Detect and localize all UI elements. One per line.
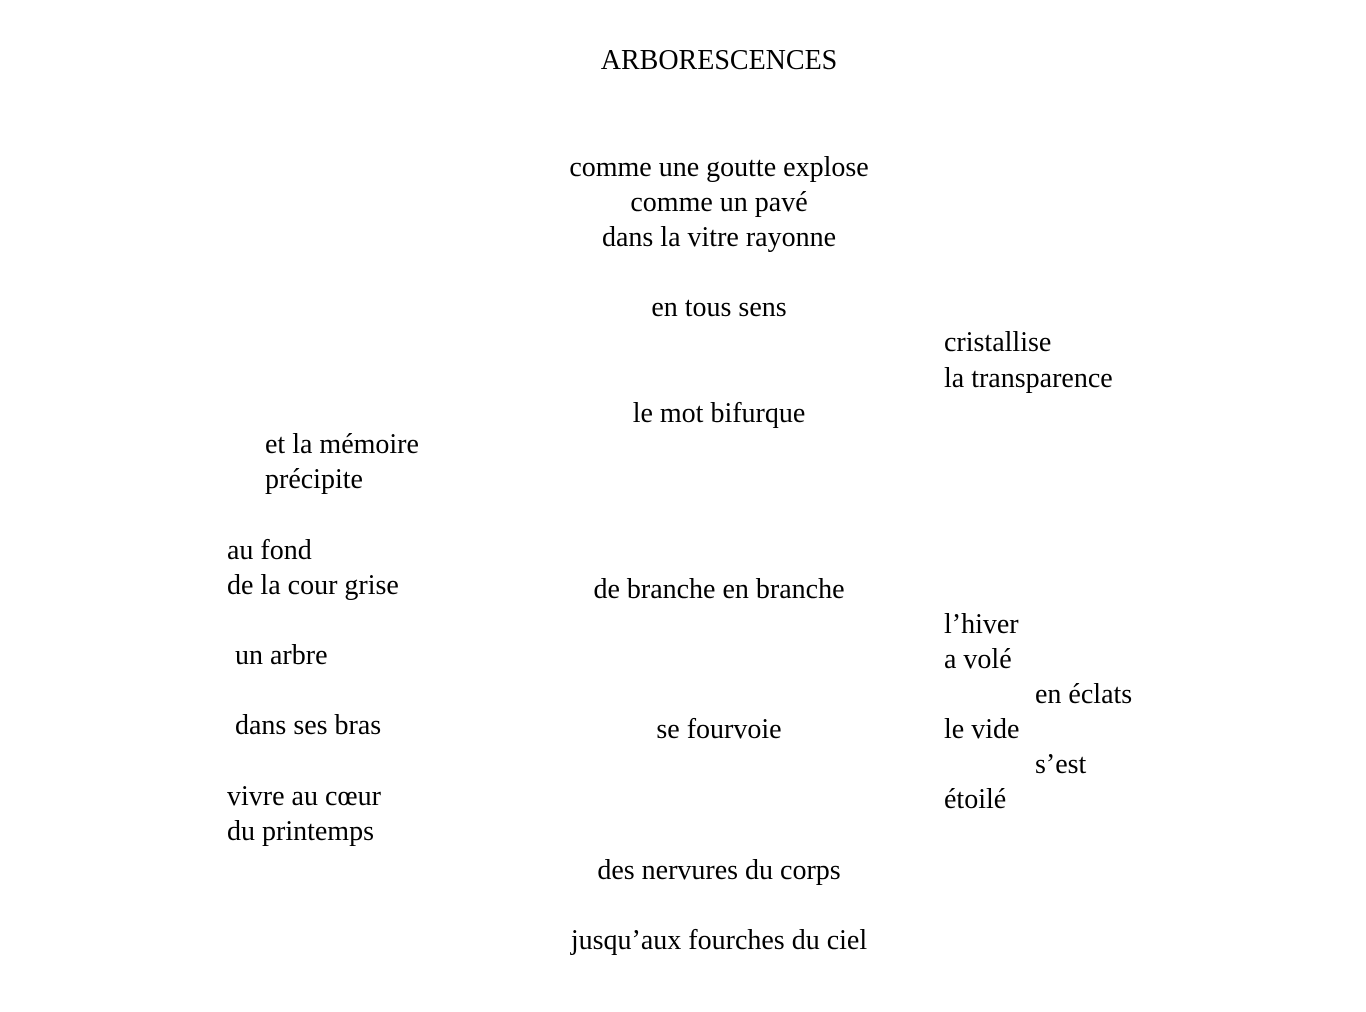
poem-line-right-4: a volé [944, 644, 1012, 675]
poem-line-left-7: vivre au cœur [227, 781, 381, 812]
poem-line-center-4: en tous sens [651, 292, 787, 323]
poem-line-left-5: un arbre [235, 640, 328, 671]
poem-line-center-7: se fourvoie [656, 714, 782, 745]
poem-line-right-3: l’hiver [944, 609, 1019, 640]
poem-line-right-6: le vide [944, 714, 1020, 745]
poem-line-left-2: précipite [265, 464, 363, 495]
poem-line-left-4: de la cour grise [227, 570, 399, 601]
poem-title: ARBORESCENCES [600, 45, 838, 76]
poem-line-center-3: dans la vitre rayonne [601, 222, 837, 253]
poem-line-right-1: cristallise [944, 327, 1052, 358]
poem-line-center-9: jusqu’aux fourches du ciel [570, 925, 868, 956]
poem-line-right-2: la transparence [944, 363, 1113, 394]
poem-line-center-6: de branche en branche [593, 574, 845, 605]
poem-line-center-5: le mot bifurque [632, 398, 806, 429]
poem-line-right-5: en éclats [1035, 679, 1133, 710]
poem-line-left-8: du printemps [227, 816, 374, 847]
poem-line-left-6: dans ses bras [235, 710, 382, 741]
poem-line-center-2: comme un pavé [630, 187, 808, 218]
poem-line-center-8: des nervures du corps [597, 855, 841, 886]
poem-line-right-8: étoilé [944, 784, 1007, 815]
poem-line-center-1: comme une goutte explose [569, 152, 869, 183]
poem-line-right-7: s’est [1035, 749, 1087, 780]
poem-line-left-1: et la mémoire [265, 429, 419, 460]
poem-line-left-3: au fond [227, 535, 312, 566]
